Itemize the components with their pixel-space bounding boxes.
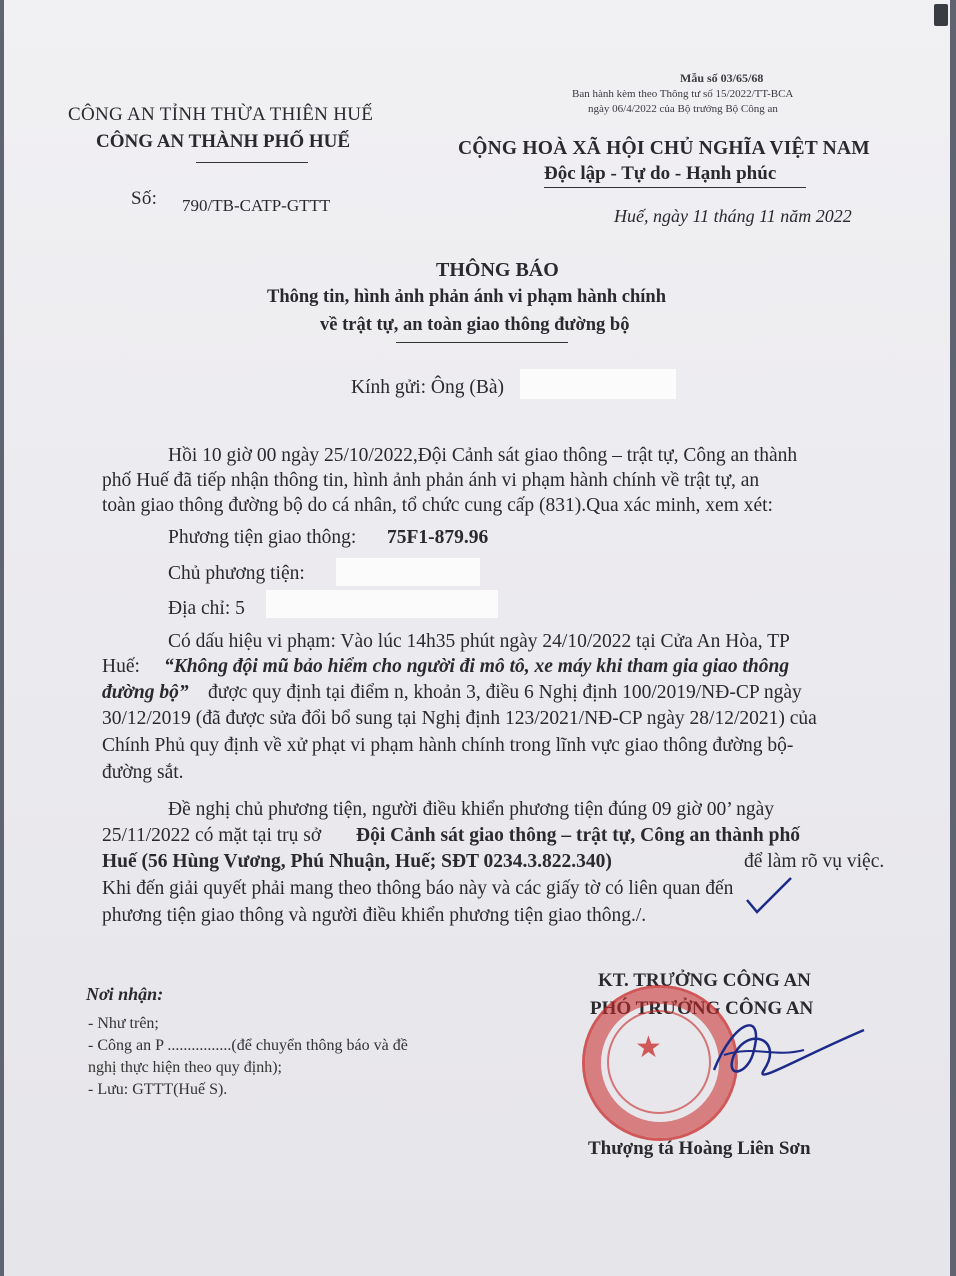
violation-description-end: đường bộ” xyxy=(102,682,189,703)
paragraph1-line2: phố Huế đã tiếp nhận thông tin, hình ảnh phản ánh vi phạm hành chính về trật tự, an xyxy=(102,470,760,491)
document-page xyxy=(4,0,950,1276)
redacted-address xyxy=(266,590,498,618)
violation-line1: Có dấu hiệu vi phạm: Vào lúc 14h35 phút ngày 24/10/2022 tại Cửa An Hòa, TP xyxy=(168,631,790,652)
request-line3-suffix: để làm rõ vụ việc. xyxy=(744,851,885,872)
seal-star-icon: ★ xyxy=(635,1030,662,1065)
agency-unit: CÔNG AN THÀNH PHỐ HUẾ xyxy=(96,131,351,152)
request-line1: Đề nghị chủ phương tiện, người điều khiển phương tiện đúng 09 giờ 00’ ngày xyxy=(168,799,775,820)
form-issued-line1: Ban hành kèm theo Thông tư số 15/2022/TT-BCA xyxy=(572,88,794,100)
agency-rule xyxy=(196,162,308,163)
page-corner-tab xyxy=(934,4,948,26)
vehicle-plate: 75F1-879.96 xyxy=(387,527,489,548)
agency-parent: CÔNG AN TỈNH THỪA THIÊN HUẾ xyxy=(68,104,374,125)
request-line5: phương tiện giao thông và người điều khiển phương tiện giao thông./. xyxy=(102,905,647,926)
paragraph1-line1: Hồi 10 giờ 00 ngày 25/10/2022,Đội Cảnh sát giao thông – trật tự, Công an thành xyxy=(168,445,798,466)
request-line2-prefix: 25/11/2022 có mặt tại trụ sở xyxy=(102,825,322,846)
title-rule xyxy=(396,342,568,343)
form-issued-line2: ngày 06/4/2022 của Bộ trưởng Bộ Công an xyxy=(588,103,778,115)
redacted-owner-name xyxy=(336,558,480,586)
signature-title-1: KT. TRƯỞNG CÔNG AN xyxy=(598,970,811,991)
doc-subtitle-2: về trật tự, an toàn giao thông đường bộ xyxy=(320,315,630,335)
recipient-item3: - Lưu: GTTT(Huế S). xyxy=(88,1081,228,1098)
recipient-item1: - Như trên; xyxy=(88,1015,159,1032)
doc-number: 790/TB-CATP-GTTT xyxy=(182,196,331,215)
doc-title: THÔNG BÁO xyxy=(436,259,559,281)
nation-motto: Độc lập - Tự do - Hạnh phúc xyxy=(544,163,777,184)
violation-line6: đường sắt. xyxy=(102,762,184,783)
handwritten-check-mark xyxy=(739,870,799,920)
request-office: Đội Cảnh sát giao thông – trật tự, Công an thành phố xyxy=(356,825,801,846)
greeting: Kính gửi: Ông (Bà) xyxy=(351,377,505,398)
place-date: Huế, ngày 11 tháng 11 năm 2022 xyxy=(614,206,852,226)
signature-title-2: PHÓ TRƯỞNG CÔNG AN xyxy=(590,998,814,1019)
violation-line2-prefix: Huế: xyxy=(102,656,140,677)
owner-label: Chủ phương tiện: xyxy=(168,563,305,584)
request-office-address: Huế (56 Hùng Vương, Phú Nhuận, Huế; SĐT 0234.3.822.340) xyxy=(102,851,612,872)
violation-line3: được quy định tại điểm n, khoản 3, điều 6 Nghị định 100/2019/NĐ-CP ngày xyxy=(208,682,802,703)
violation-line5: Chính Phủ quy định về xử phạt vi phạm hành chính trong lĩnh vực giao thông đường bộ- xyxy=(102,735,794,756)
signatory-name: Thượng tá Hoàng Liên Sơn xyxy=(588,1138,811,1159)
nation-name: CỘNG HOÀ XÃ HỘI CHỦ NGHĨA VIỆT NAM xyxy=(458,138,870,159)
vehicle-label: Phương tiện giao thông: xyxy=(168,527,357,548)
violation-description: “Không đội mũ bảo hiểm cho người đi mô tô, xe máy khi tham gia giao thông xyxy=(164,656,790,677)
handwritten-signature xyxy=(694,1000,874,1110)
redacted-recipient-name xyxy=(520,369,676,399)
request-line4: Khi đến giải quyết phải mang theo thông báo này và các giấy tờ có liên quan đến xyxy=(102,878,734,899)
motto-rule xyxy=(544,187,806,188)
recipients-heading: Nơi nhận: xyxy=(86,984,164,1004)
address-label: Địa chỉ: 5 xyxy=(168,598,245,619)
recipient-item2: - Công an P ................(để chuyển thông báo và đề xyxy=(88,1037,408,1054)
violation-line4: 30/12/2019 (đã được sửa đổi bổ sung tại Nghị định 123/2021/NĐ-CP ngày 28/12/2021) của xyxy=(102,708,817,729)
doc-subtitle-1: Thông tin, hình ảnh phản ánh vi phạm hành chính xyxy=(267,287,666,307)
paragraph1-line3: toàn giao thông đường bộ do cá nhân, tổ chức cung cấp (831).Qua xác minh, xem xét: xyxy=(102,495,773,516)
doc-number-label: Số: xyxy=(131,188,158,209)
recipient-item2-cont: nghị thực hiện theo quy định); xyxy=(88,1059,282,1076)
form-number: Mẫu số 03/65/68 xyxy=(680,71,764,85)
